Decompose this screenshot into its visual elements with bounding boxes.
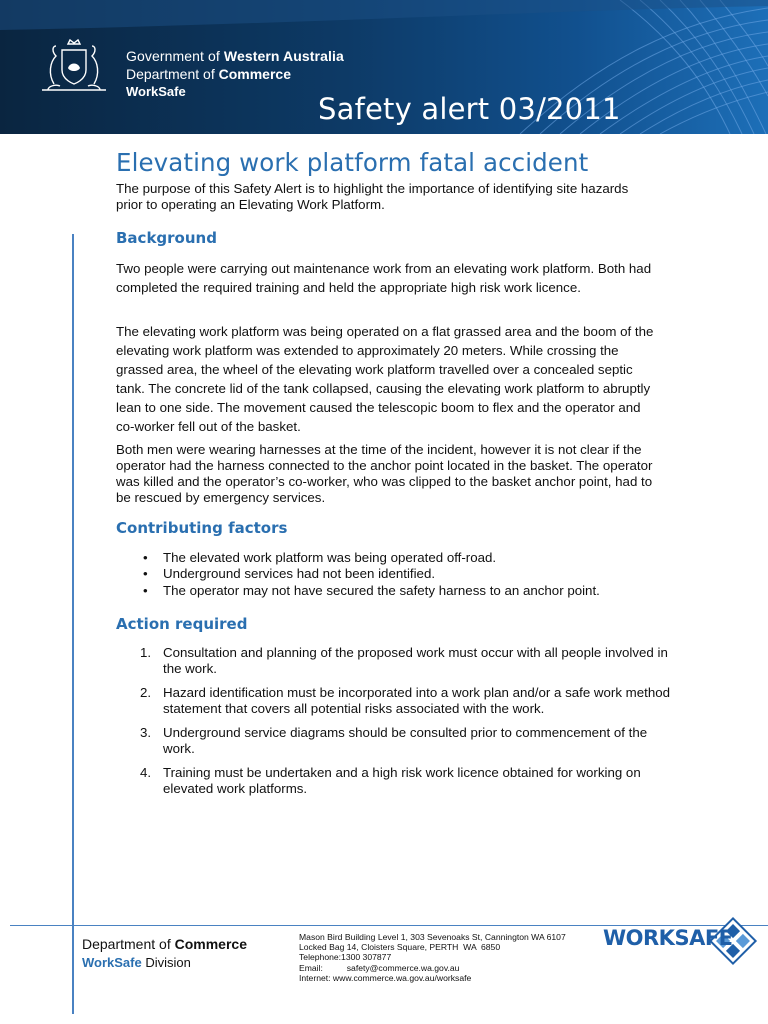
footer-contact-details	[299, 932, 566, 983]
government-name: Government of Western Australia	[126, 48, 344, 64]
footer-department: Department of Commerce WorkSafe Division	[82, 936, 247, 970]
address-line: Mason Bird Building Level 1, 303 Sevenoaks St, Cannington WA 6107	[299, 932, 566, 942]
internet-line: Internet: www.commerce.wa.gov.au/worksafe	[299, 972, 472, 983]
bullet-icon: •	[143, 550, 148, 565]
page-header	[0, 0, 768, 134]
list-item: • Underground services had not been identified.	[143, 566, 436, 582]
background-paragraph-2: The elevating work platform was being operated on a flat grassed area and the boom of the elevating work platform was extended to approximately 20 meters. While crossing the grassed area, the wheel of the elevating work platform travelled over a concealed septic tank. The concrete lid of the tank collapsed, causing the elevating work platform to abruptly lean to one side. The movement caused the telescopic boom to flex and the operator and co-worker fell out of the basket.	[116, 324, 654, 434]
worksafe-logo-text: WORKSAFE	[603, 926, 733, 950]
action-required-list	[116, 645, 676, 805]
postal-line: Locked Bag 14, Cloisters Square, PERTH WA 6850	[299, 942, 501, 953]
list-item: • The elevated work platform was being operated off-road.	[143, 550, 497, 565]
email-line: Email: safety@commerce.wa.gov.au	[299, 962, 460, 973]
list-item: 3. Underground service diagrams should be consulted prior to commencement of the work.	[140, 725, 648, 756]
bullet-icon: •	[143, 582, 148, 598]
list-item: 4. Training must be undertaken and a high risk work licence obtained for working on elevated work platforms.	[140, 765, 641, 796]
safety-alert-number: Safety alert 03/2011	[318, 92, 621, 126]
list-item: • The operator may not have secured the safety harness to an anchor point.	[143, 582, 600, 598]
intro-paragraph: The purpose of this Safety Alert is to highlight the importance of identifying site hazards prior to operating an Elevating Work Platform.	[116, 181, 629, 212]
department-name: Department of Commerce	[126, 66, 291, 82]
document-title: Elevating work platform fatal accident	[116, 148, 589, 177]
contributing-factors-heading: Contributing factors	[116, 519, 288, 537]
action-required-heading: Action required	[116, 615, 248, 633]
telephone-line: Telephone:1300 307877	[299, 952, 392, 963]
list-item: 1. Consultation and planning of the proposed work must occur with all people involved in the work.	[140, 645, 668, 676]
contributing-factors-list	[116, 550, 676, 599]
left-margin-rule	[72, 234, 74, 1014]
background-heading: Background	[116, 229, 217, 247]
bullet-icon: •	[143, 566, 148, 582]
wa-coat-of-arms-icon	[34, 36, 114, 98]
background-paragraph-1: Two people were carrying out maintenance work from an elevating work platform. Both had completed the required training and held the appropriate high risk work licence.	[116, 261, 652, 295]
division-name: WorkSafe	[126, 84, 186, 99]
background-paragraph-3: Both men were wearing harnesses at the time of the incident, however it is not clear if the operator had the harness connected to the anchor point located in the basket. The operator was killed and the operator’s co-worker, who was clipped to the basket anchor point, had to be rescued by emergency services.	[116, 442, 653, 505]
list-item: 2. Hazard identification must be incorporated into a work plan and/or a safe work method statement that covers all potential risks associated with the work.	[140, 685, 671, 716]
